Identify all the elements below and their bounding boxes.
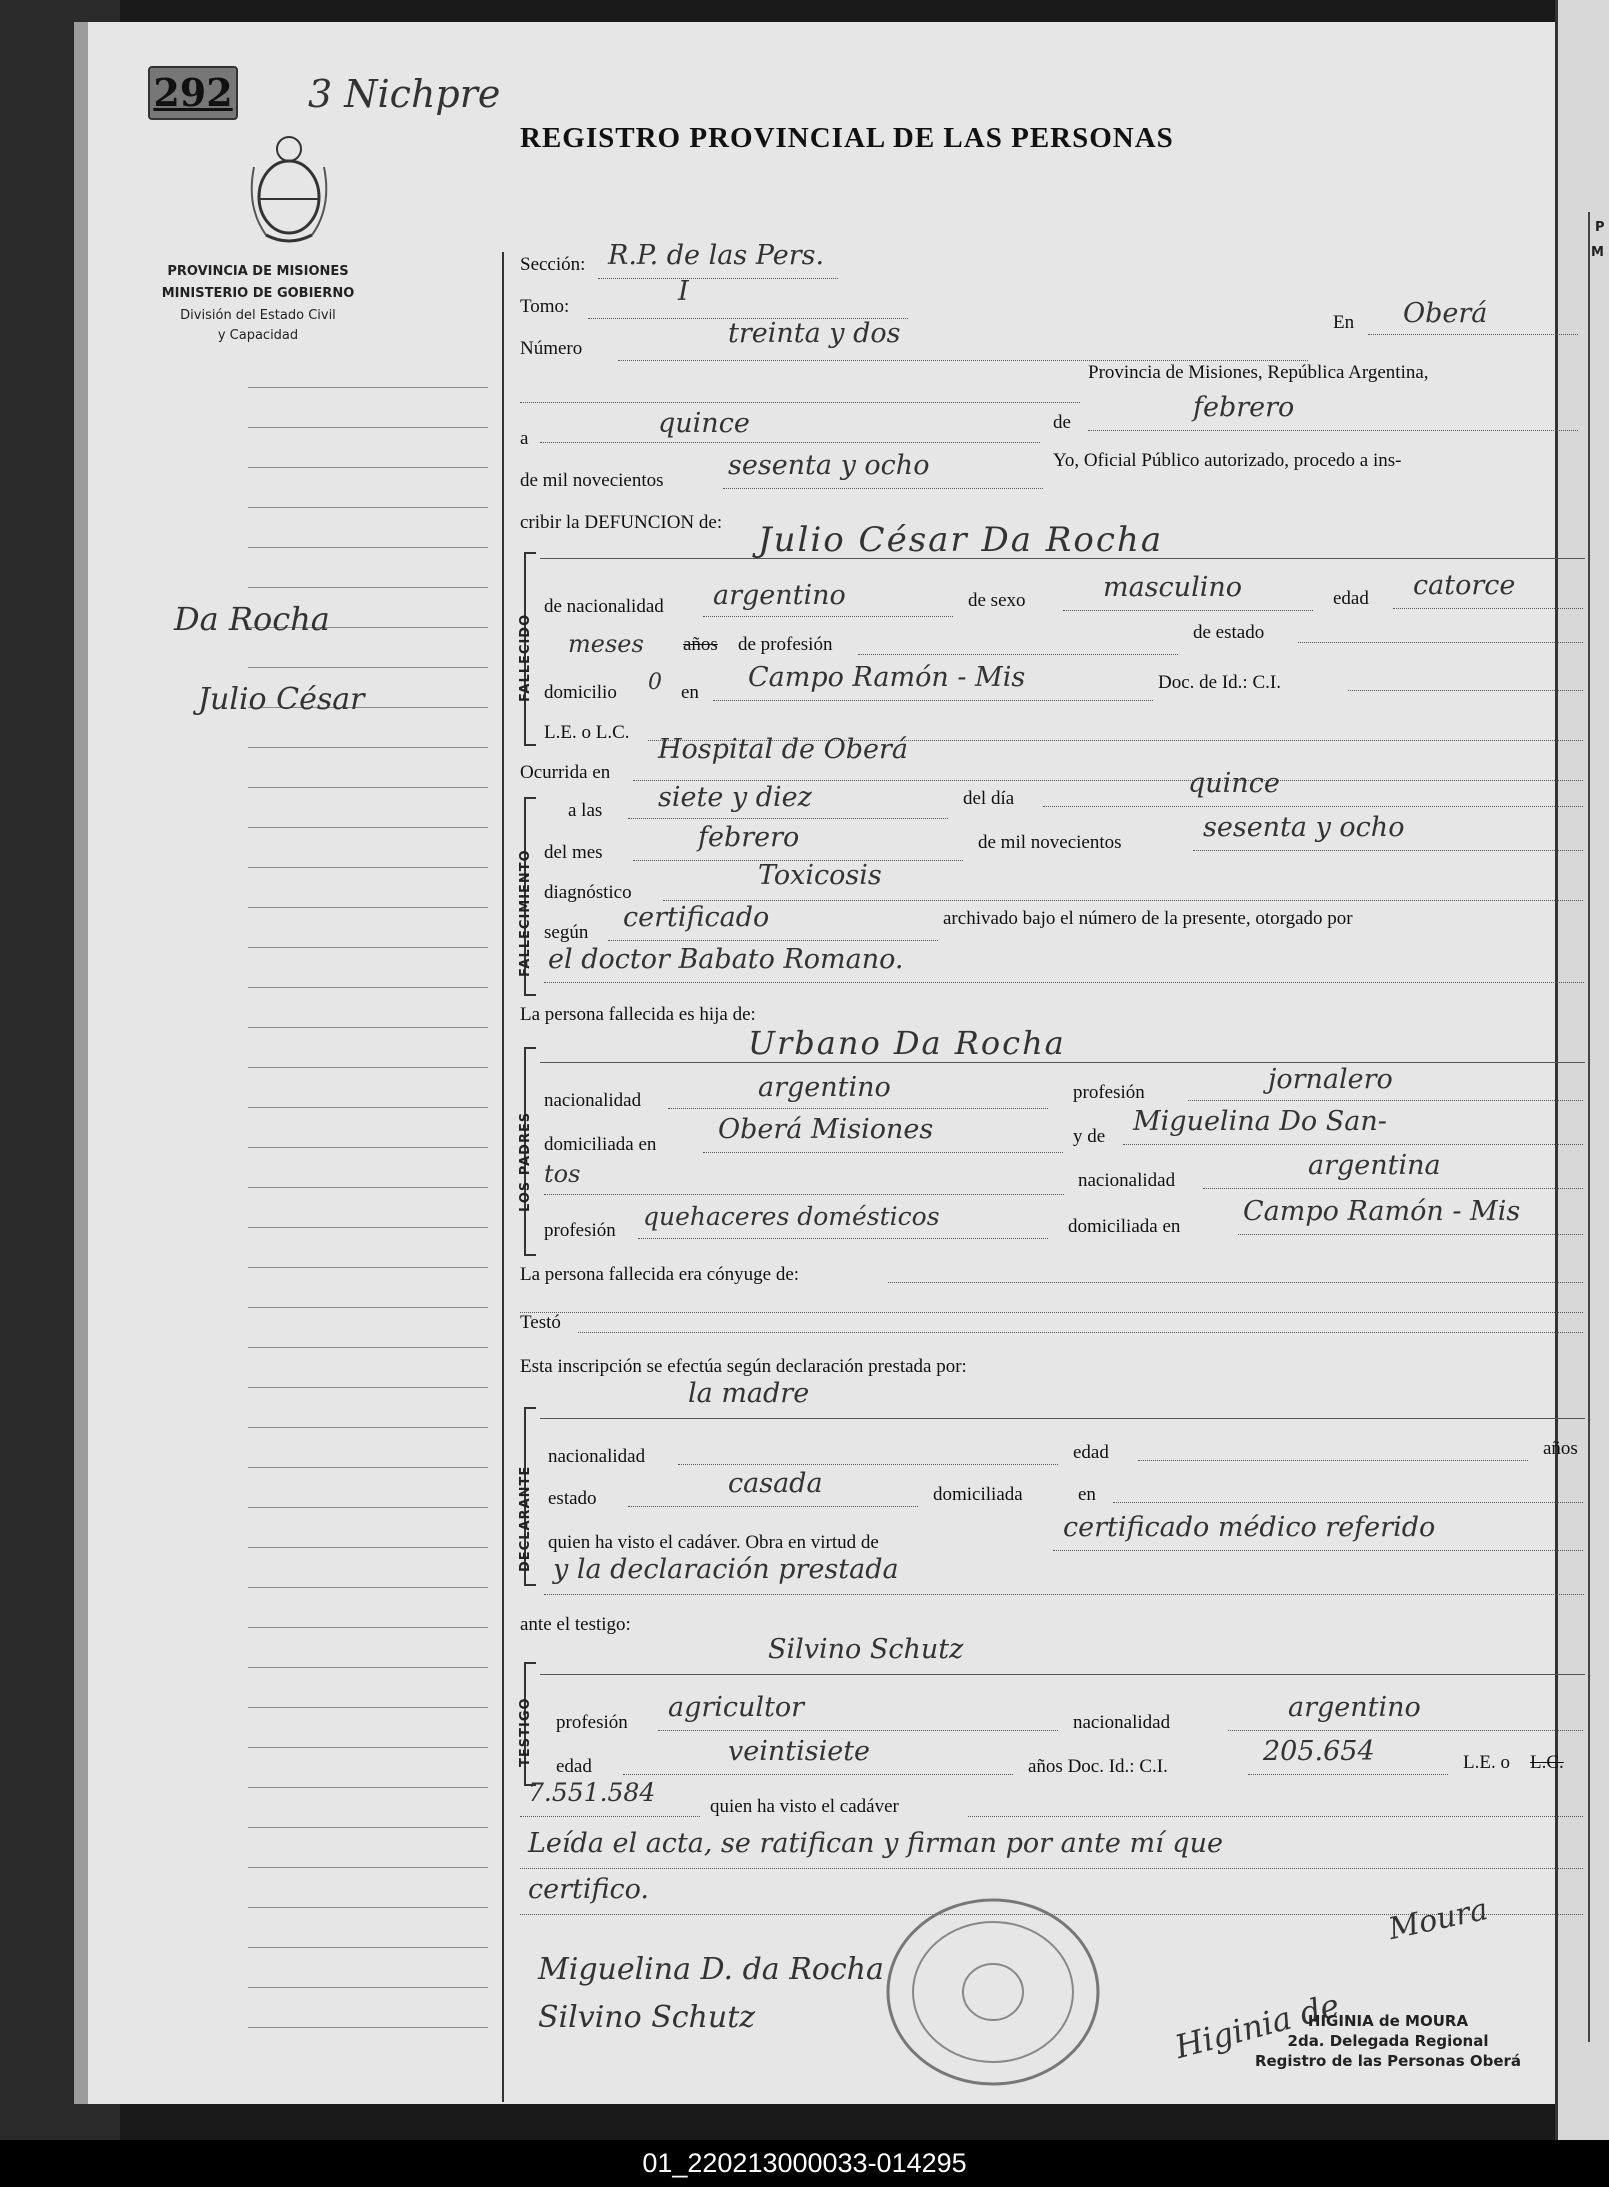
value-madre: Miguelina Do San- [1133,1106,1387,1137]
label-quien-cadaver: quien ha visto el cadáver. Obra en virtud de [548,1532,879,1553]
issuer-line: División del Estado Civil [180,308,336,323]
value-en: Oberá [1403,298,1488,329]
label-segun: según [544,922,589,943]
value-decl-estado: casada [728,1468,823,1499]
signature-testigo: Silvino Schutz [538,2000,756,2035]
label-anos-struck: años [683,634,718,655]
label-ocurrida-en: Ocurrida en [520,762,611,783]
label-yo-oficial: Yo, Oficial Público autorizado, procedo a ins- [1053,450,1402,471]
value-declarante: la madre [688,1378,810,1409]
value-doctor: el doctor Babato Romano. [548,944,904,975]
value-test-edad: veintisiete [728,1736,871,1767]
register-page [74,22,1578,2104]
value-leida2: certifico. [528,1874,649,1905]
value-deceased-name: Julio César Da Rocha [758,520,1164,560]
label-en: En [1333,312,1355,333]
value-mes: febrero [698,822,800,853]
signature-official: Moura [1385,1891,1491,1948]
label-de-sexo: de sexo [968,590,1026,611]
value-edad: catorce [1413,570,1516,601]
side-label-declarante: DECLARANTE [518,1465,533,1572]
page-number: 292 [153,70,233,115]
value-de: febrero [1193,392,1295,423]
value-decl-obra2: y la declaración prestada [553,1554,899,1585]
value-de-mil: sesenta y ocho [728,450,930,481]
value-test-prof: agricultor [668,1692,805,1723]
stamp-name: HIGINIA de MOURA [1307,2012,1469,2030]
label-numero: Número [520,338,583,359]
value-madre-cont: tos [544,1160,581,1188]
facing-page-letter: M [1591,245,1604,260]
stamp-line2: 2da. Delegada Regional [1287,2032,1489,2050]
label-hija-de: La persona fallecida es hija de: [520,1004,756,1025]
label-en-decl: en [1078,1484,1096,1505]
side-label-fallecido: FALLECIDO [518,613,533,702]
issuer-line: PROVINCIA DE MISIONES [167,264,349,279]
value-padre-nac: argentino [758,1072,891,1103]
label-provincia: Provincia de Misiones, República Argentina, [1088,362,1429,383]
official-seal-icon [878,1892,1108,2092]
value-tomo: I [678,276,689,307]
value-nacionalidad: argentino [713,580,846,611]
label-domicilio: domicilio [544,682,617,703]
value-test-le: 7.551.584 [528,1778,656,1807]
stamp-line3: Registro de las Personas Oberá [1254,2052,1522,2070]
issuer-line: y Capacidad [217,328,299,343]
label-le-o: L.E. o [1463,1752,1510,1773]
value-padre-dom: Oberá Misiones [718,1114,934,1145]
label-testo: Testó [520,1312,561,1333]
value-domicilio: 0 [648,670,662,695]
signature-declarante: Miguelina D. da Rocha [538,1952,884,1987]
value-leida: Leída el acta, se ratifican y firman por ante mí que [528,1828,1223,1859]
value-a: quince [658,408,750,439]
page-title: REGISTRO PROVINCIAL DE LAS PERSONAS [520,122,1174,154]
margin-given-name: Julio César [198,682,365,717]
label-de-mil2: de mil novecientos [978,832,1122,853]
label-profesion-test: profesión [556,1712,628,1733]
label-a-las: a las [568,800,603,821]
label-cribir: cribir la DEFUNCION de: [520,512,723,533]
label-quien-visto: quien ha visto el cadáver [710,1796,899,1817]
side-label-testigo: TESTIGO [518,1697,533,1767]
coat-of-arms-icon [246,127,332,247]
value-hora: siete y diez [658,782,812,813]
label-nacionalidad-madre: nacionalidad [1078,1170,1176,1191]
label-edad-decl: edad [1073,1442,1109,1463]
value-domicilio-en: Campo Ramón - Mis [748,662,1026,693]
value-numero: treinta y dos [728,318,901,349]
label-le-lc: L.E. o L.C. [544,722,630,743]
label-de-profesion: de profesión [738,634,833,655]
value-dia: quince [1188,768,1280,799]
label-a: a [520,428,529,449]
label-de: de [1053,412,1071,433]
facing-page-edge [1555,0,1609,2140]
value-diagnostico: Toxicosis [758,860,882,891]
label-diagnostico: diagnóstico [544,882,632,903]
image-id-footer: 01_220213000033-014295 [0,2140,1609,2187]
label-anos-doc: años Doc. Id.: C.I. [1028,1756,1168,1777]
label-del-dia: del día [963,788,1015,809]
label-inscripcion: Esta inscripción se efectúa según declaración prestada por: [520,1356,967,1377]
top-signature: 3 Nichpre [308,72,501,116]
value-seccion: R.P. de las Pers. [608,240,825,271]
value-test-ci: 205.654 [1263,1736,1375,1767]
label-domiciliada-madre: domiciliada en [1068,1216,1181,1237]
value-anio: sesenta y ocho [1203,812,1405,843]
label-de-nacionalidad: de nacionalidad [544,596,664,617]
side-label-padres: LOS PADRES [518,1111,533,1212]
page-number-box [148,66,238,120]
value-test-nac: argentino [1288,1692,1421,1723]
label-domiciliada-en: domiciliada en [544,1134,657,1155]
value-madre-dom: Campo Ramón - Mis [1243,1196,1521,1227]
label-conyuge: La persona fallecida era cónyuge de: [520,1264,800,1285]
label-profesion-madre: profesión [544,1220,616,1241]
label-archivado: archivado bajo el número de la presente, otorgado por [943,908,1353,929]
label-y-de: y de [1073,1126,1106,1147]
label-nacionalidad-test: nacionalidad [1073,1712,1171,1733]
value-padre: Urbano Da Rocha [748,1024,1066,1062]
value-madre-nac: argentina [1308,1150,1441,1181]
label-nacionalidad-padre: nacionalidad [544,1090,642,1111]
value-meses: meses [568,630,644,658]
label-en2: en [681,682,699,703]
label-doc-id: Doc. de Id.: C.I. [1158,672,1281,693]
label-edad-test: edad [556,1756,592,1777]
label-ante-testigo: ante el testigo: [520,1614,631,1635]
label-domiciliada-decl: domiciliada [933,1484,1023,1505]
value-sexo: masculino [1103,572,1242,603]
signature-official-2: Higinia de [1170,1985,1344,2067]
label-nacionalidad-decl: nacionalidad [548,1446,646,1467]
issuer-line: MINISTERIO DE GOBIERNO [161,286,355,301]
label-edad: edad [1333,588,1369,609]
value-segun: certificado [623,902,770,933]
label-anos-decl: años [1543,1438,1578,1459]
label-profesion-padre: profesión [1073,1082,1145,1103]
label-lc-struck: L.C. [1530,1752,1564,1773]
value-ocurrida: Hospital de Oberá [658,734,908,765]
margin-surname: Da Rocha [174,600,330,638]
value-padre-prof: jornalero [1268,1064,1393,1095]
side-label-fallecimiento: FALLECIMIENTO [518,849,533,977]
value-madre-prof: quehaceres domésticos [643,1202,940,1231]
label-seccion: Sección: [520,254,586,275]
label-tomo: Tomo: [520,296,570,317]
label-estado-decl: estado [548,1488,597,1509]
value-decl-obra: certificado médico referido [1063,1512,1436,1543]
label-de-estado: de estado [1193,622,1265,643]
label-de-mil: de mil novecientos [520,470,664,491]
facing-page-letter: P [1595,220,1605,235]
label-del-mes: del mes [544,842,603,863]
value-testigo: Silvino Schutz [768,1634,964,1665]
